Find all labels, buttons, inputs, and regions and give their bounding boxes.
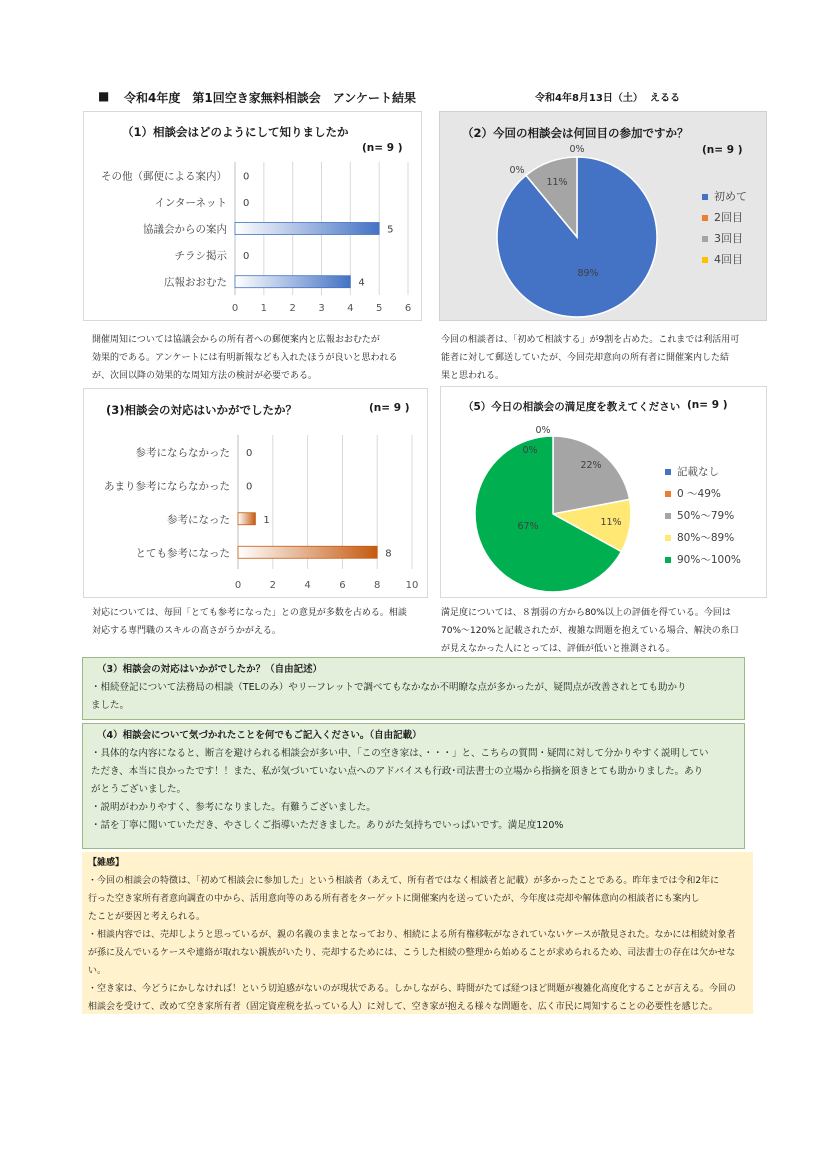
q3-chart-title: (3)相談会の対応はいかがでしたか？: [106, 403, 298, 417]
q5-legend-label: 0 〜49%: [677, 488, 721, 500]
free-comment-line: ただき、本当に良かったです！！また、私が気づいていない点へのアドバイスも行政･司法書士の立場から指摘を頂きとても助かりました。あり: [91, 766, 704, 777]
q2-commentary-line: 果と思われる。: [441, 371, 505, 381]
remarks-line: ・空き家は、今どうにかしなければ！という切迫感がないのが現状である。しかしながら、時間がたてば経つほど問題が複雑化高度化することが言える。今回の: [88, 984, 737, 994]
q1-tick-label: 3: [318, 303, 325, 314]
q5-commentary-line: 70%〜120%と記載されたが、複雑な問題を抱えている場合、解決の糸口: [441, 626, 739, 636]
q3-commentary: [92, 604, 407, 640]
q5-legend-swatch: [665, 513, 671, 519]
remarks-line: ・相談内容では、売却しようと思っているが、親の名義のままとなっており、相続による所有権移転がなされていないケースが散見された。なかには相続対象者: [88, 930, 736, 940]
q2-data-label: 89%: [577, 268, 599, 279]
page-title: 令和4年度 第1回空き家無料相談会 アンケート結果: [124, 91, 416, 105]
q3-category-label: 参考になった: [167, 513, 230, 526]
q1-bar: [235, 223, 379, 235]
q1-data-label: 5: [387, 224, 394, 236]
q5-chart-title: （5）今日の相談会の満足度を教えてください: [463, 401, 681, 413]
q2-data-label: 0%: [509, 165, 525, 176]
q5-sample-size: (n= 9 ): [687, 399, 728, 411]
q3-tick-label: 2: [269, 580, 276, 591]
q3-sample-size: (n= 9 ): [369, 402, 410, 414]
q2-commentary-line: 能者に対して郵送していたが、今回売却意向の所有者に開催案内した結: [441, 353, 730, 363]
q2-data-label: 0%: [569, 144, 585, 155]
q1-data-label: 4: [358, 277, 365, 289]
q3-tick-label: 6: [339, 580, 346, 591]
q1-tick-label: 2: [289, 303, 296, 314]
q3-data-label: 8: [385, 548, 392, 560]
remarks-line: ・今回の相談会の特徴は、「初めて相談会に参加した」という相談者（あえて、所有者ではなく相談者と記載）が多かったことである。昨年までは令和2年に: [88, 876, 720, 886]
q3-data-label: 0: [246, 447, 253, 459]
q3-category-label: あまり参考にならなかった: [104, 480, 230, 493]
q5-chart-panel: [440, 386, 767, 598]
q2-data-label: 11%: [546, 177, 568, 188]
q1-sample-size: (n= 9 ): [362, 142, 403, 154]
event-date: 令和4年8月13日（土）: [535, 93, 643, 104]
remarks-title: 【雑感】: [88, 858, 125, 868]
free-comment-line: ・相続登記について法務局の相談（TELのみ）やリーフレットで調べてもなかなか不明瞭な点が多かったが、疑問点が改善されとても助かり: [91, 682, 687, 693]
q3-data-label: 0: [246, 481, 253, 493]
q1-data-label: 0: [243, 171, 250, 183]
free-comment-line: がとうございました。: [91, 784, 187, 795]
q3-bar: [238, 546, 377, 558]
q3-bar-chart: [84, 389, 429, 599]
free-comment-q3-title: （3）相談会の対応はいかがでしたか？（自由記述）: [97, 664, 323, 675]
q5-legend-swatch: [665, 491, 671, 497]
q3-tick-label: 4: [304, 580, 311, 591]
q1-commentary-line: 効果的である。アンケートには有明新報なども入れたほうが良いと思われる: [92, 353, 398, 363]
header-marker: ■: [98, 89, 110, 103]
q5-data-label: 0%: [535, 425, 551, 436]
q1-category-label: その他（郵便による案内）: [101, 170, 227, 183]
q3-bar: [238, 513, 255, 525]
q1-data-label: 0: [243, 197, 250, 209]
q2-legend-swatch: [702, 215, 708, 221]
q5-commentary: [441, 604, 739, 658]
q2-legend-label: 2回目: [714, 211, 743, 224]
q2-legend-label: 3回目: [714, 232, 743, 245]
q1-category-label: 広報おおむた: [164, 276, 227, 289]
remarks-line: い。: [88, 966, 107, 976]
q2-legend-swatch: [702, 194, 708, 200]
event-venue: えるる: [650, 93, 680, 104]
q3-chart-panel: [83, 388, 428, 598]
q5-data-label: 11%: [600, 517, 622, 528]
q2-legend-swatch: [702, 257, 708, 263]
q1-commentary-line: 開催周知については協議会からの所有者への郵便案内と広報おおむたが: [92, 335, 380, 345]
q2-commentary-line: 今回の相談者は、「初めて相談する」が9割を占めた。これまでは利活用可: [441, 335, 740, 345]
q3-tick-label: 10: [405, 580, 419, 591]
q2-legend-label: 4回目: [714, 253, 743, 266]
q5-legend-label: 記載なし: [677, 466, 719, 478]
free-comment-line: ・話を丁寧に聞いていただき、やさしくご指導いただきました。ありがた気持ちでいっぱいです。満足度120%: [91, 820, 564, 831]
q5-commentary-line: 満足度については、８割弱の方から80%以上の評価を得ている。今回は: [441, 608, 731, 618]
q5-legend-swatch: [665, 535, 671, 541]
free-comment-line: ました。: [91, 700, 130, 711]
q2-legend-label: 初めて: [714, 190, 747, 203]
q1-tick-label: 6: [404, 303, 412, 314]
q5-data-label: 67%: [517, 521, 539, 532]
q5-commentary-line: が見えなかった人にとっては、評価が低いと推測される。: [441, 644, 675, 654]
q3-tick-label: 8: [374, 580, 381, 591]
q5-legend-label: 50%〜79%: [677, 510, 735, 522]
q2-chart-title: （2）今回の相談会は何回目の参加ですか？: [462, 126, 689, 140]
q5-legend-swatch: [665, 469, 671, 475]
free-comment-line: ・具体的な内容になると、断言を避けられる相談会が多い中、「この空き家は、・・・」と、こちらの質問・疑問に対して分かりやすく説明してい: [91, 748, 709, 759]
q1-bar: [235, 276, 350, 288]
q5-data-label: 0%: [522, 445, 538, 456]
remarks-box: [82, 852, 753, 1014]
q2-legend-swatch: [702, 236, 708, 242]
free-comment-q4-box: [82, 723, 745, 849]
q5-pie-chart: [441, 387, 768, 599]
q1-commentary-line: が、次回以降の効果的な周知方法の検討が必要である。: [92, 371, 318, 381]
q5-legend-label: 80%〜89%: [677, 532, 735, 544]
q1-bar-chart: [84, 112, 423, 322]
remarks-line: が孫に及んでいるケースや連絡が取れない親族がいたり、売却するためには、こうした相続の整理から始めることが求められるため、司法書士の存在は欠かせな: [88, 948, 736, 958]
q5-data-label: 22%: [580, 460, 602, 471]
q1-tick-label: 4: [347, 303, 354, 314]
q1-category-label: 協議会からの案内: [143, 223, 227, 236]
remarks-line: 相談会を受けて、改めて空き家所有者（固定資産税を払っている人）に対して、空き家が抱える様々な問題を、広く市民に周知することの必要性を感じた。: [88, 1002, 718, 1012]
q5-legend-label: 90%〜100%: [677, 554, 741, 566]
q1-category-label: チラシ掲示: [174, 250, 227, 263]
free-comment-line: ・説明がわかりやすく、参考になりました。有難うございました。: [91, 802, 376, 813]
q1-tick-label: 1: [260, 303, 268, 314]
q1-commentary: [92, 331, 397, 385]
q3-tick-label: 0: [234, 580, 242, 591]
free-comment-q4-title: （4）相談会について気づかれたことを何でもご記入ください。（自由記載）: [97, 730, 422, 741]
q1-chart-panel: [83, 111, 422, 321]
q1-chart-title: （1）相談会はどのようにして知りましたか: [122, 125, 349, 139]
q5-legend-swatch: [665, 557, 671, 563]
q2-pie-chart: [440, 112, 768, 322]
q3-category-label: とても参考になった: [135, 547, 230, 560]
q3-category-label: 参考にならなかった: [135, 446, 230, 459]
q2-chart-panel: [439, 111, 767, 321]
remarks-line: 行った空き家所有者意向調査の中から、活用意向等のある所有者をターゲットに開催案内を送っていたが、今年度は売却や解体意向の相談者にも案内し: [88, 894, 700, 904]
q2-sample-size: (n= 9 ): [702, 144, 743, 156]
q3-commentary-line: 対応については、毎回「とても参考になった」との意見が多数を占める。相談: [92, 608, 407, 618]
remarks-line: たことが要因と考えられる。: [88, 912, 206, 922]
q1-category-label: インターネット: [154, 196, 227, 209]
q1-data-label: 0: [243, 251, 250, 263]
q3-data-label: 1: [263, 514, 270, 526]
free-comment-q3-box: [82, 657, 745, 720]
q3-commentary-line: 対応する専門職のスキルの高さがうかがえる。: [92, 626, 281, 636]
q1-tick-label: 5: [375, 303, 383, 314]
q1-tick-label: 0: [231, 303, 239, 314]
q2-commentary: [441, 331, 739, 385]
